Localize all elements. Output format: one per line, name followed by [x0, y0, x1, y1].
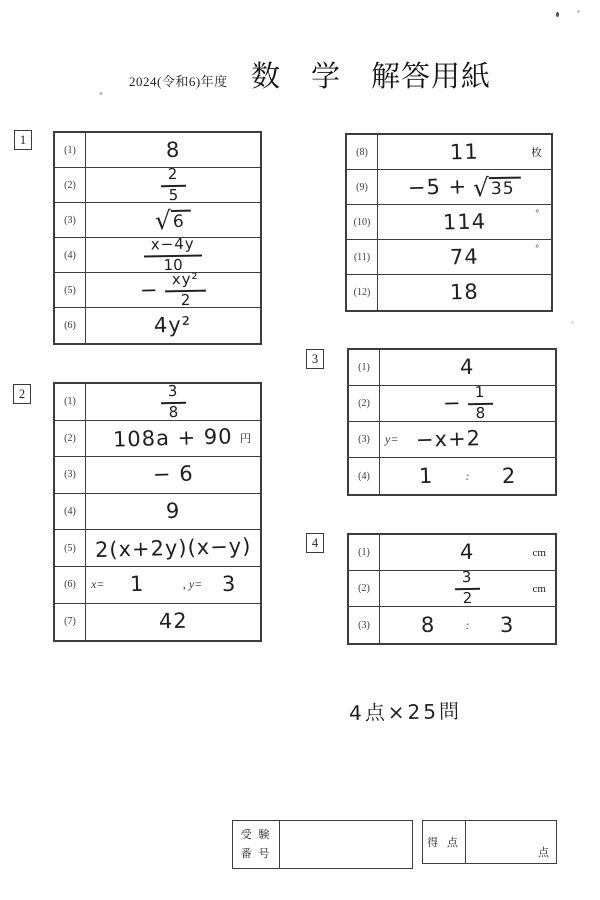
table-row — [55, 269, 260, 309]
answer-cell — [86, 421, 260, 457]
handwritten-fraction — [160, 383, 185, 420]
answer-cell — [86, 234, 260, 274]
answer-number: (5) — [55, 530, 86, 566]
answer-table-1-left — [53, 131, 262, 345]
answer-number: (10) — [347, 205, 378, 239]
answer-number: (2) — [349, 571, 380, 606]
spacer — [440, 476, 460, 477]
scan-speck — [99, 92, 103, 95]
section-number-1: 1 — [14, 130, 32, 150]
answer-table-2 — [53, 382, 262, 642]
score-box — [422, 820, 557, 864]
spacer — [404, 439, 410, 440]
handwritten-fraction — [165, 271, 206, 308]
handwritten-answer: 9 — [165, 498, 181, 524]
printed-text: : — [465, 468, 470, 483]
handwritten-sqrt — [473, 174, 521, 200]
answer-cell — [378, 275, 551, 310]
answer-number: (7) — [55, 604, 86, 641]
answer-cell — [378, 135, 551, 169]
answer-cell — [86, 604, 260, 641]
answer-table-3 — [347, 348, 557, 496]
handwritten-fraction — [455, 570, 480, 607]
answer-cell — [378, 205, 551, 239]
printed-text: , y= — [182, 577, 203, 592]
answer-number: (3) — [55, 203, 86, 237]
answer-cell — [86, 567, 260, 603]
answer-cell — [380, 350, 555, 385]
table-row — [349, 568, 555, 608]
answer-number: (1) — [349, 350, 380, 385]
radical-sign: √ — [154, 205, 172, 235]
answer-cell — [86, 457, 260, 493]
table-row — [347, 275, 551, 310]
answer-number: (1) — [349, 535, 380, 570]
answer-table-4 — [347, 533, 557, 645]
handwritten-answer: 108a + 90 — [112, 424, 234, 452]
radical-sign: √ — [473, 172, 490, 202]
answer-cell — [380, 422, 555, 457]
answer-cell — [86, 494, 260, 530]
fraction-numerator: xy² — [165, 271, 206, 291]
table-row — [347, 170, 551, 205]
table-row — [349, 458, 555, 494]
handwritten-answer: 2 — [501, 463, 517, 488]
handwritten-answer: − 6 — [152, 461, 194, 488]
section-number-2: 2 — [13, 384, 31, 404]
printed-text: x= — [91, 577, 105, 592]
handwritten-answer: 8 — [420, 612, 436, 637]
spacer — [476, 476, 496, 477]
page-title: 数 学 解答用紙 — [251, 61, 492, 93]
answer-number: (4) — [55, 238, 86, 272]
handwritten-answer: 4 — [459, 539, 475, 565]
table-row — [55, 421, 260, 458]
table-row — [55, 494, 260, 531]
answer-cell — [86, 133, 260, 167]
answer-number: (5) — [55, 273, 86, 307]
answer-number: (2) — [55, 421, 86, 457]
spacer — [110, 584, 124, 585]
table-row — [347, 205, 551, 240]
table-row — [347, 240, 551, 275]
handwritten-answer: 74 — [449, 244, 480, 269]
answer-number: (2) — [55, 168, 86, 202]
unit-label: 円 — [240, 433, 251, 446]
scan-speck — [556, 12, 559, 17]
table-row — [55, 164, 260, 204]
answer-number: (3) — [349, 422, 380, 457]
answer-cell — [380, 383, 555, 423]
answer-number: (6) — [55, 308, 86, 343]
answer-cell — [86, 203, 260, 237]
handwritten-answer: − — [139, 277, 160, 302]
examinee-label-line2: 番 号 — [240, 847, 272, 860]
handwritten-answer: 4 — [459, 354, 475, 380]
handwritten-answer: 1 — [130, 572, 146, 597]
table-row — [349, 535, 555, 571]
answer-number: (12) — [347, 275, 378, 310]
table-row — [349, 607, 555, 643]
answer-number: (4) — [349, 458, 380, 494]
table-row — [55, 381, 260, 421]
answer-cell — [380, 568, 555, 608]
handwritten-fraction — [467, 385, 492, 422]
score-unit-label: 点 — [538, 847, 549, 859]
examinee-number-label — [233, 821, 280, 868]
radicand: 35 — [489, 176, 521, 198]
examinee-label-line1: 受 験 — [240, 828, 272, 841]
table-row — [55, 530, 260, 567]
handwritten-answer: 3 — [221, 572, 237, 597]
answer-number: (3) — [349, 607, 380, 643]
unit-label: 枚 — [531, 147, 542, 159]
unit-label: cm — [532, 582, 546, 595]
printed-text: y= — [385, 432, 399, 446]
fraction-numerator: 1 — [467, 385, 492, 405]
answer-number: (11) — [347, 240, 378, 274]
answer-number: (6) — [55, 567, 86, 603]
table-row — [55, 203, 260, 238]
answer-number: (9) — [347, 170, 378, 204]
handwritten-answer: −x+2 — [416, 426, 482, 452]
table-row — [55, 604, 260, 641]
section-number-4: 4 — [306, 533, 324, 553]
unit-label: ° — [535, 243, 539, 253]
fraction-numerator: 3 — [455, 570, 480, 590]
spacer — [442, 625, 460, 626]
radicand: 6 — [171, 209, 191, 230]
fraction-numerator: 3 — [160, 383, 185, 403]
printed-text: : — [465, 617, 470, 632]
examinee-number-box — [232, 820, 413, 869]
unit-label: ° — [535, 208, 539, 218]
answer-table-1-right — [345, 133, 553, 312]
table-row — [347, 135, 551, 170]
answer-cell — [378, 170, 551, 204]
table-row — [55, 567, 260, 604]
fraction-numerator: x−4y — [144, 236, 202, 257]
answer-cell — [378, 240, 551, 274]
answer-number: (4) — [55, 494, 86, 530]
fraction-denominator: 8 — [168, 402, 179, 421]
handwritten-answer: 18 — [449, 279, 480, 305]
fraction-denominator: 10 — [163, 255, 183, 274]
fraction-denominator: 8 — [475, 403, 485, 423]
answer-cell — [86, 308, 260, 343]
handwritten-answer: −5 + — [407, 173, 468, 200]
handwritten-fraction — [144, 236, 203, 274]
handwritten-answer: 11 — [449, 139, 480, 164]
handwritten-answer: − — [442, 390, 462, 416]
handwritten-answer: 1 — [418, 463, 434, 488]
answer-cell — [86, 269, 260, 309]
handwritten-score-note: 4点×25問 — [348, 699, 463, 725]
title-year: 2024(令和6)年度 — [129, 74, 228, 89]
table-row — [349, 350, 555, 386]
section-number-3: 3 — [306, 349, 324, 369]
scan-speck — [571, 321, 574, 324]
handwritten-answer: 42 — [158, 608, 188, 634]
spacer — [476, 625, 494, 626]
answer-number: (1) — [55, 384, 86, 420]
scan-speck — [577, 10, 580, 13]
unit-label: cm — [532, 546, 546, 559]
table-row — [55, 133, 260, 168]
answer-number: (3) — [55, 457, 86, 493]
score-field — [466, 821, 556, 863]
answer-cell — [380, 535, 555, 570]
answer-cell — [86, 530, 260, 566]
handwritten-answer: 4y² — [154, 312, 192, 338]
table-row — [349, 422, 555, 458]
handwritten-answer: 114 — [442, 208, 487, 235]
answer-cell — [380, 458, 555, 494]
answer-number: (1) — [55, 133, 86, 167]
answer-cell — [86, 381, 260, 421]
handwritten-fraction — [160, 164, 185, 204]
answer-number: (8) — [347, 135, 378, 169]
handwritten-answer: 2(x+2y)(x−y) — [94, 533, 252, 562]
table-row — [349, 383, 555, 423]
handwritten-answer: 3 — [499, 612, 515, 637]
fraction-denominator: 2 — [180, 290, 191, 309]
answer-cell — [86, 164, 260, 204]
table-row — [55, 457, 260, 494]
score-label: 得 点 — [423, 821, 466, 863]
handwritten-answer: 8 — [165, 137, 181, 162]
answer-number: (2) — [349, 386, 380, 421]
examinee-number-field — [280, 821, 412, 868]
fraction-denominator: 2 — [462, 588, 473, 608]
fraction-denominator: 5 — [168, 185, 179, 204]
table-row — [55, 308, 260, 343]
handwritten-sqrt — [155, 207, 191, 233]
spacer — [151, 584, 177, 585]
answer-cell — [380, 607, 555, 643]
fraction-numerator: 2 — [160, 167, 185, 187]
spacer — [208, 584, 216, 585]
table-row — [55, 234, 260, 274]
